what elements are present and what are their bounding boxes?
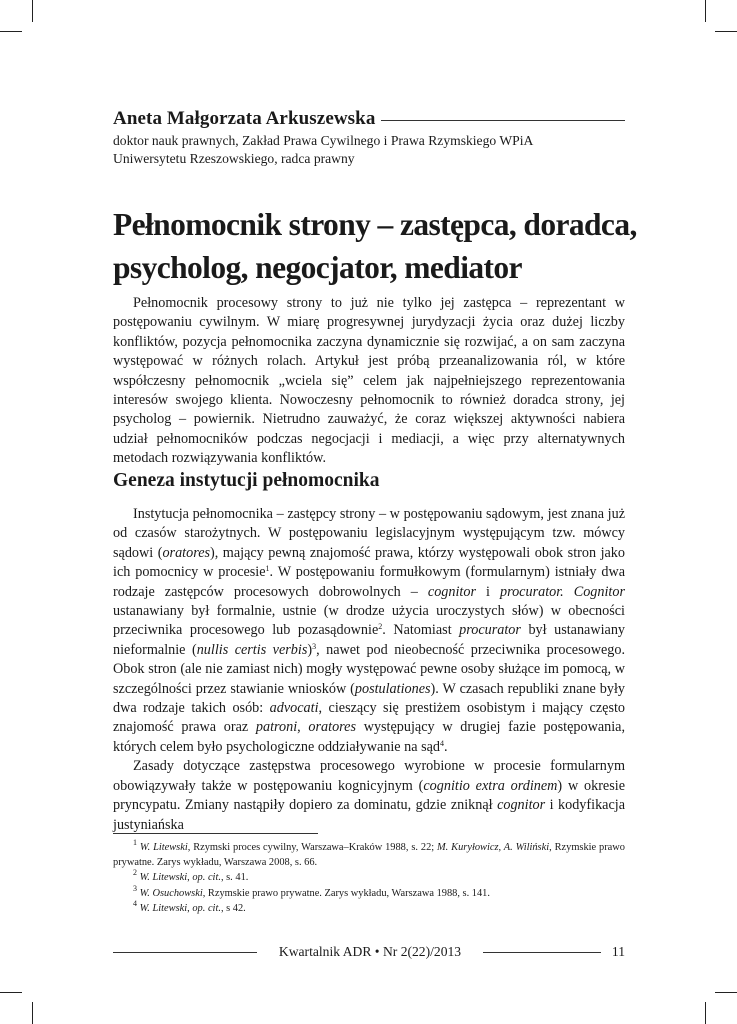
author-rule — [381, 120, 625, 121]
crop-mark — [0, 992, 22, 993]
crop-mark — [32, 0, 33, 22]
crop-mark — [32, 1002, 33, 1024]
footnote-ref: 3 — [312, 641, 317, 651]
abstract — [113, 294, 625, 469]
abstract-text: Pełnomocnik procesowy strony to już nie tylko jej zastępca – reprezentant w postępowaniu cywilnym. W miarę progresywnej jurydyzacji życia oraz dużej liczby konfliktów, pozycja pełnomocnika zaczyna dynamicznie się rozwijać, a on sam zaczyna występować w różnych rolach. Artykuł jest próbą przeanalizowania ról, w które współczesny pełnomocnik „wciela się” celem jak najpełniejszego reprezentowania interesów swojego klienta. Nowoczesny pełnomocnik to również doradca strony, jej psycholog – powiernik. Nietrudno zauważyć, że coraz większej aktywności nabiera udział pełnomocników podczas negocjacji i mediacji, a więc przy alternatywnych metodach rozwiązywania konfliktów. — [113, 295, 625, 467]
author-name: Aneta Małgorzata Arkuszewska — [113, 108, 376, 129]
footnote-rule — [113, 833, 318, 834]
footnote: $^4$ W. Litewski, op. cit., s 42. — [133, 898, 246, 914]
section-heading: Geneza instytucji pełnomocnika — [113, 470, 380, 491]
footnote-ref: 1 — [265, 564, 270, 574]
footnote: $^2$ W. Litewski, op. cit., s. 41. — [133, 868, 249, 884]
title-line: psycholog, negocjator, mediator — [113, 250, 522, 285]
footnotes — [113, 840, 625, 916]
footer-rule-right — [483, 952, 601, 953]
body-text — [113, 505, 625, 835]
body-paragraph: Instytucja pełnomocnika – zastępcy strony – w postępowaniu sądowym, jest znana już od czasów starożytnych. W postępowaniu legislacyjnym występującym tzw. mówcy sądowi (oratores), mający pewną znajomość prawa, którzy występowali obok stron jako ich pomocnicy w procesie$^1$. W postępowaniu formułkowym (formularnym) istniały dwa rodzaje zastępców procesowych dobrowolnych – cognitor i procurator. Cognitor ustanawiany był formalnie, ustnie (w drodze użycia uroczystych słów) w obecności przeciwnika procesowego lub pozasądownie$^2$. Natomiast procurator był ustanawiany nieformalnie (nullis certis verbis)$^3$, nawet pod nieobecność przeciwnika procesowego. Obok stron (ale nie zamiast nich) mogły występować pewne osoby służące im pomocą, w szczególności przez stawianie wniosków (postulationes). W czasach republiki znane były dwa rodzaje takich osób: advocati, cieszący się prestiżem osobistym i mający często znajomość prawa oraz patroni, oratores występujący w drugiej fazie postępowania, których celem było psychologiczne oddziaływanie na sąd$^4$. — [113, 506, 626, 755]
article-title — [113, 203, 653, 289]
footnote: $^3$ W. Osuchowski, Rzymskie prawo prywatne. Zarys wykładu, Warszawa 1988, s. 141. — [133, 883, 490, 899]
author-affiliation — [113, 132, 633, 168]
author-header — [113, 108, 625, 130]
crop-mark — [705, 0, 706, 22]
crop-mark — [705, 1002, 706, 1024]
title-line: Pełnomocnik strony – zastępca, doradca, — [113, 207, 637, 242]
footnote-ref: 4 — [440, 738, 444, 748]
journal-footer: Kwartalnik ADR • Nr 2(22)/2013 — [278, 944, 462, 959]
footer-rule-left — [113, 952, 257, 953]
affiliation-line: Uniwersytetu Rzeszowskiego, radca prawny — [113, 151, 355, 166]
footnote-ref: 2 — [378, 622, 383, 632]
footnote: $^1$ W. Litewski, Rzymski proces cywilny, Warszawa–Kraków 1988, s. 22; M. Kuryłowicz, A. Wiliński, Rzymskie prawo prywatne. Zarys wykładu, Warszawa 2008, s. 66. — [113, 838, 625, 869]
crop-mark — [715, 992, 737, 993]
page-number: 11 — [611, 944, 625, 959]
body-paragraph: Zasady dotyczące zastępstwa procesowego wyrobione w procesie formularnym obowiązywały także w postępowaniu kognicyjnym (cognitio extra ordinem) w okresie pryncypatu. Zmiany nastąpiły dopiero za dominatu, gdzie zniknął cognitor i kodyfikacja justyniańska — [113, 758, 625, 833]
crop-mark — [715, 31, 737, 32]
crop-mark — [0, 31, 22, 32]
affiliation-line: doktor nauk prawnych, Zakład Prawa Cywilnego i Prawa Rzymskiego WPiA — [113, 133, 534, 148]
